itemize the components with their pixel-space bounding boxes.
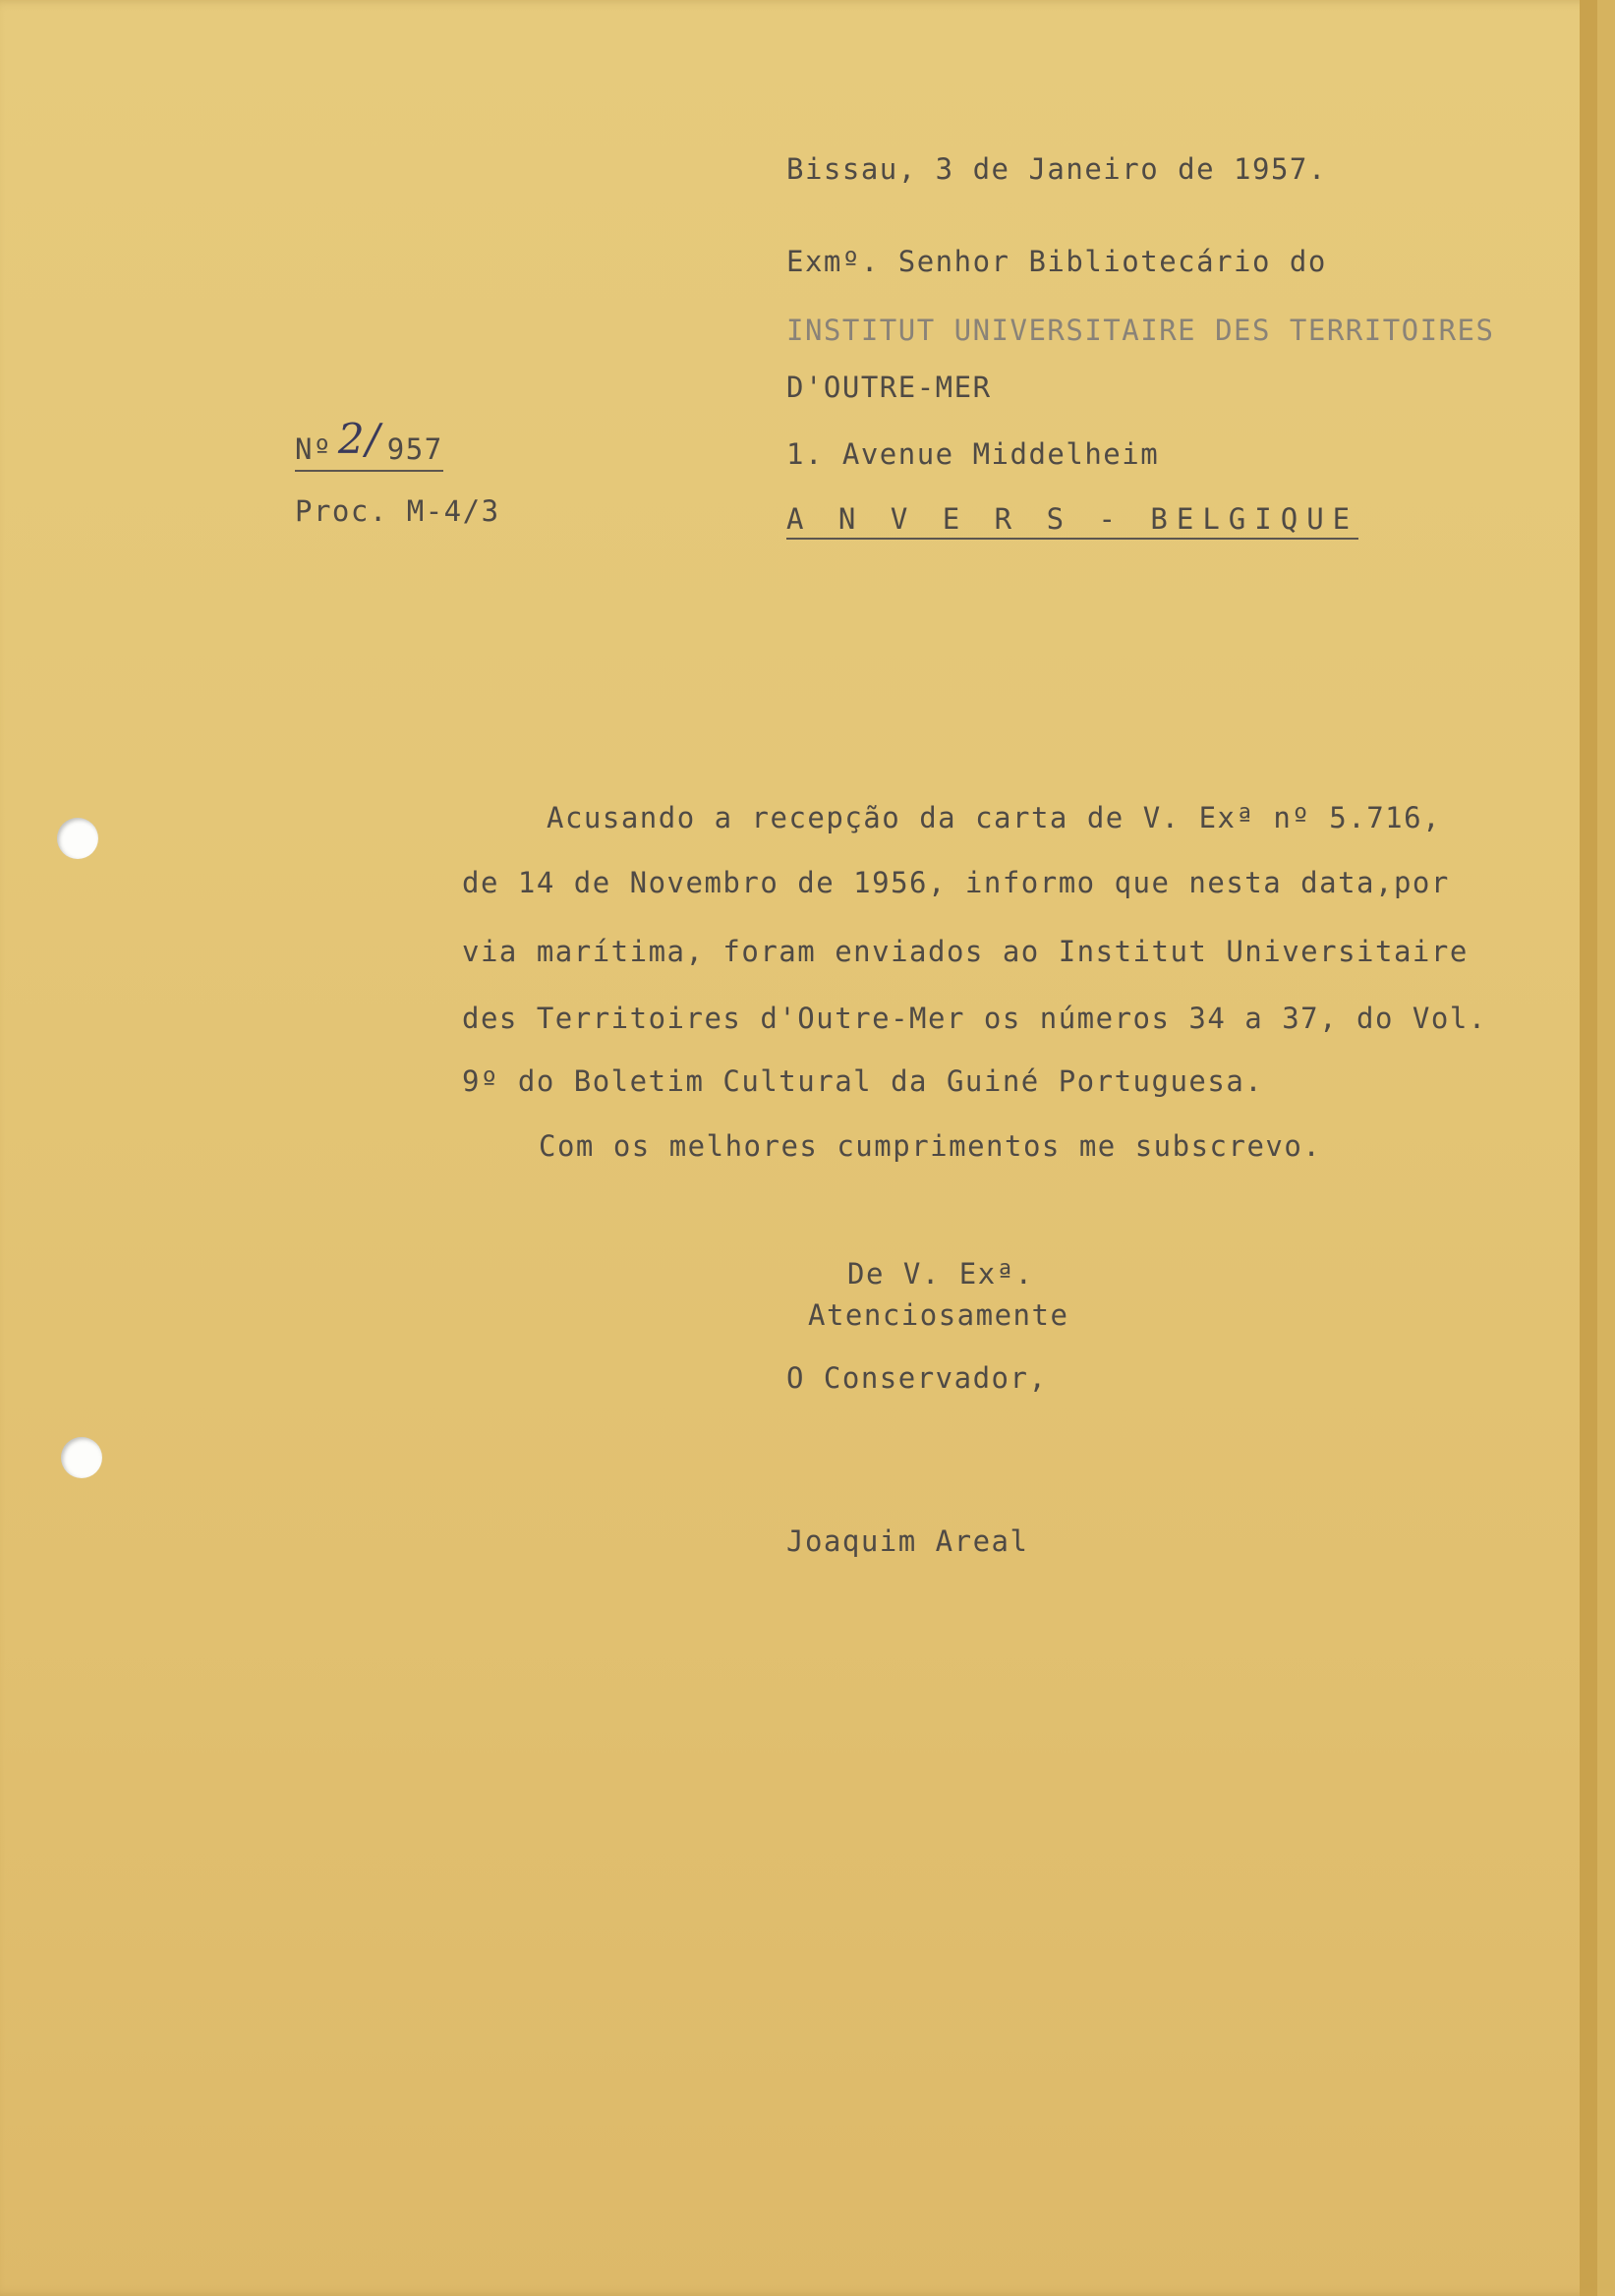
- body-line-6: Com os melhores cumprimentos me subscrevo.: [539, 1129, 1322, 1163]
- reference-number-prefix: Nº: [295, 432, 332, 466]
- body-line-5: 9º do Boletim Cultural da Guiné Portuguesa.: [462, 1064, 1264, 1098]
- closing-line-1: De V. Exª.: [847, 1257, 1034, 1291]
- punch-hole-bottom: [61, 1437, 102, 1478]
- letter-date: Bissau, 3 de Janeiro de 1957.: [786, 152, 1327, 186]
- reference-number-year: 957: [386, 432, 443, 466]
- recipient-line-2: INSTITUT UNIVERSITAIRE DES TERRITOIRES: [786, 314, 1495, 347]
- process-reference: Proc. M-4/3: [295, 494, 500, 528]
- body-line-3: via marítima, foram enviados ao Institut Universitaire: [462, 935, 1469, 968]
- recipient-city-country: A N V E R S - BELGIQUE: [786, 505, 1358, 540]
- body-line-1: Acusando a recepção da carta de V. Exª nº 5.716,: [547, 801, 1442, 834]
- body-line-2: de 14 de Novembro de 1956, informo que nesta data,por: [462, 866, 1450, 899]
- reference-number-handwritten: 2/: [337, 415, 381, 463]
- body-line-4: des Territoires d'Outre-Mer os números 34 a 37, do Vol.: [462, 1002, 1487, 1035]
- recipient-line-4: 1. Avenue Middelheim: [786, 437, 1160, 471]
- recipient-line-3: D'OUTRE-MER: [786, 371, 992, 404]
- closing-title: O Conservador,: [786, 1361, 1048, 1395]
- paper-edge: [1580, 0, 1597, 2296]
- signer-name: Joaquim Areal: [786, 1524, 1029, 1558]
- closing-line-2: Atenciosamente: [808, 1298, 1069, 1332]
- reference-number: [295, 415, 443, 472]
- recipient-line-1: Exmº. Senhor Bibliotecário do: [786, 245, 1327, 278]
- punch-hole-top: [57, 818, 98, 859]
